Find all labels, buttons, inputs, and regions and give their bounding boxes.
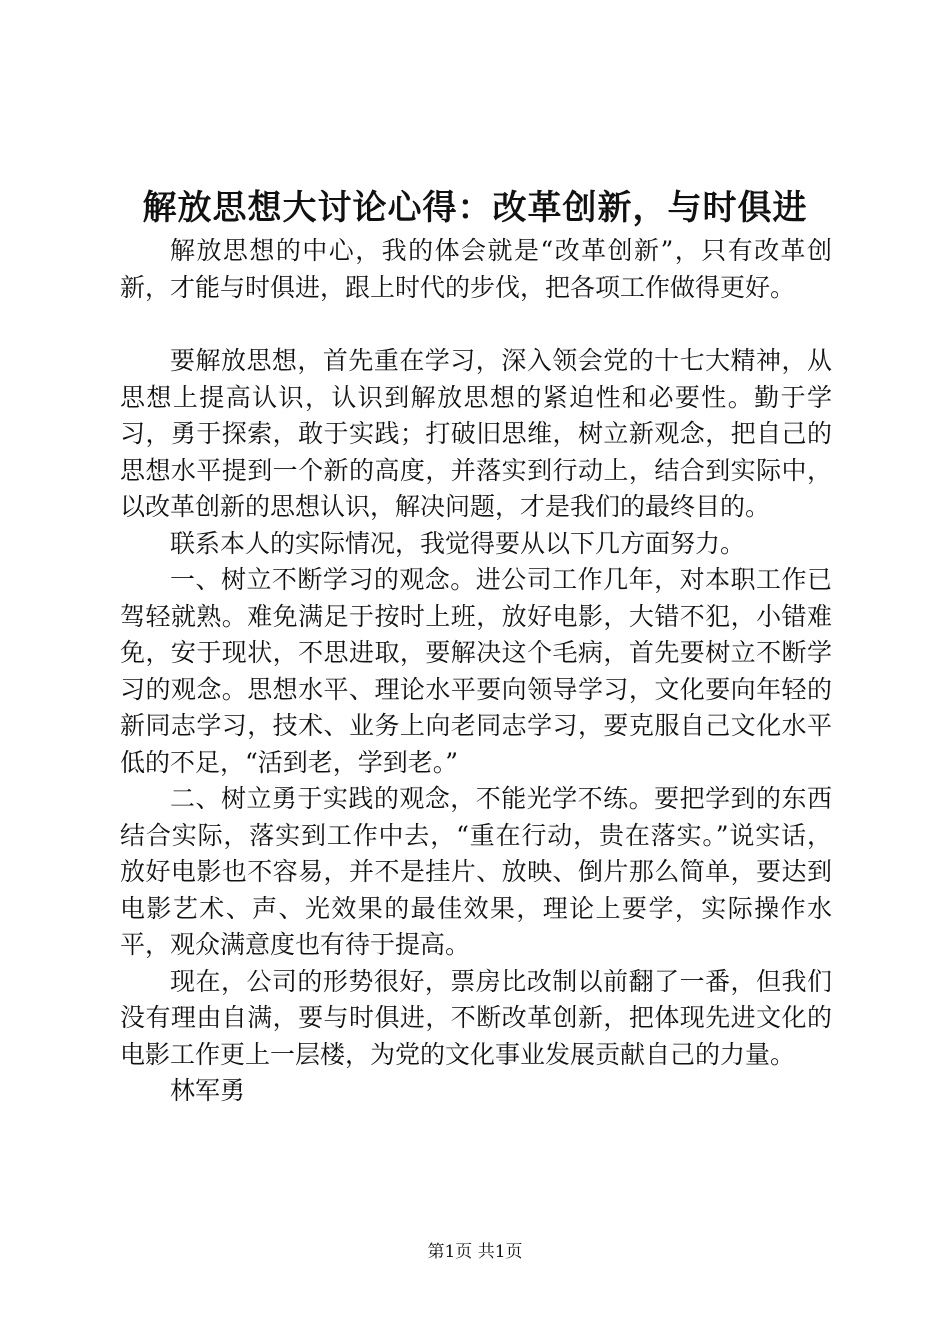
- page-number-footer: 第1页 共1页: [427, 1242, 523, 1262]
- paragraph-intro: 解放思想的中心，我的体会就是“改革创新”，只有改革创新，才能与时俱进，跟上时代的步伐，把各项工作做得更好。: [120, 236, 832, 302]
- paragraph-point-two: 二、树立勇于实践的观念，不能光学不练。要把学到的东西结合实际，落实到工作中去，“重在行动，贵在落实。”说实话，放好电影也不容易，并不是挂片、放映、倒片那么简单，要达到电影艺术、声、光效果的最佳效果，理论上要学，实际操作水平，观众满意度也有待于提高。: [120, 784, 832, 959]
- paragraph-study: 要解放思想，首先重在学习，深入领会党的十七大精神，从思想上提高认识，认识到解放思想的紧迫性和必要性。勤于学习，勇于探索，敢于实践；打破旧思维，树立新观念，把自己的思想水平提到一个新的高度，并落实到行动上，结合到实际中，以改革创新的思想认识，解决问题，才是我们的最终目的。: [120, 346, 832, 521]
- paragraph-conclusion: 现在，公司的形势很好，票房比改制以前翻了一番，但我们没有理由自满，要与时俱进，不断改革创新，把体现先进文化的电影工作更上一层楼，为党的文化事业发展贡献自己的力量。: [120, 966, 832, 1069]
- paragraph-point-one: 一、树立不断学习的观念。进公司工作几年，对本职工作已驾轻就熟。难免满足于按时上班，放好电影，大错不犯，小错难免，安于现状，不思进取，要解决这个毛病，首先要树立不断学习的观念。思想水平、理论水平要向领导学习，文化要向年轻的新同志学习，技术、业务上向老同志学习，要克服自己文化水平低的不足，“活到老，学到老。”: [120, 565, 832, 777]
- document-body: [120, 233, 832, 1110]
- paragraph-personal: 联系本人的实际情况，我觉得要从以下几方面努力。: [170, 528, 746, 558]
- document-title: 解放思想大讨论心得：改革创新，与时俱进: [142, 188, 808, 228]
- author-signature: 林军勇: [170, 1076, 246, 1105]
